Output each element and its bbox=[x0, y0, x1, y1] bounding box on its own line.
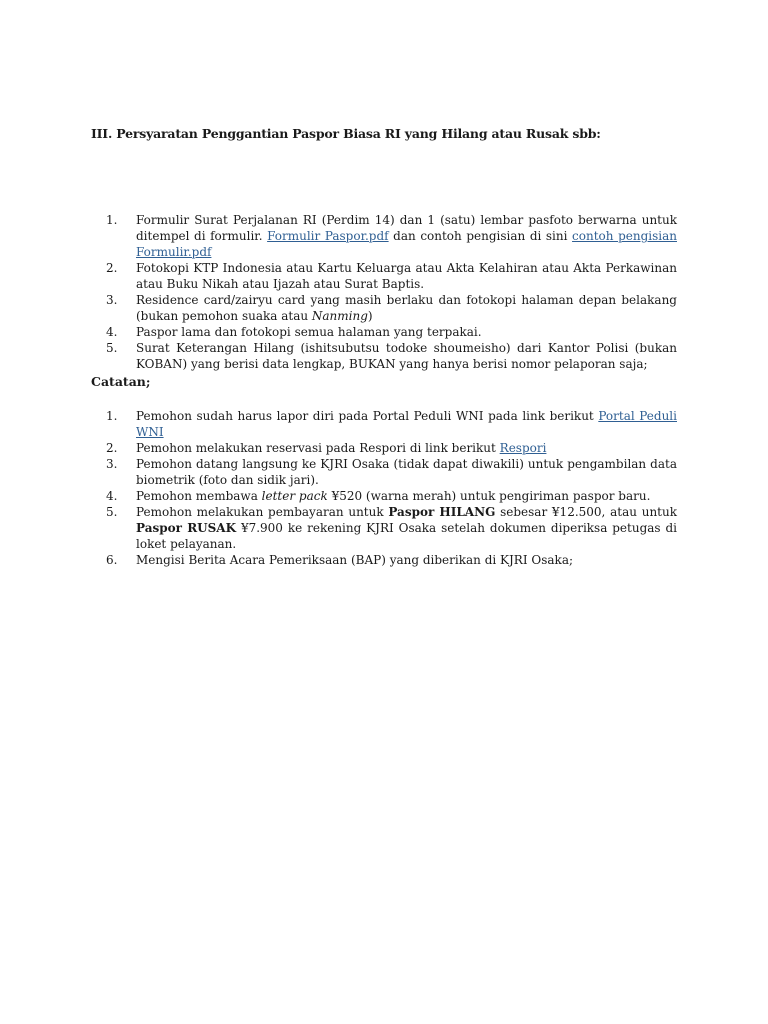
item-text: ¥7.900 ke rekening KJRI Osaka setelah dokumen diperiksa petugas di loket pelayanan. bbox=[136, 521, 677, 551]
item-bold-text: Paspor RUSAK bbox=[136, 521, 237, 535]
item-number: 1. bbox=[106, 213, 118, 227]
item-number: 3. bbox=[106, 293, 118, 307]
item-number: 6. bbox=[106, 553, 118, 567]
respori-link[interactable]: Respori bbox=[499, 441, 547, 455]
formulir-paspor-link[interactable]: Formulir Paspor.pdf bbox=[267, 229, 389, 243]
item-text: dan contoh pengisian di sini bbox=[388, 229, 573, 243]
item-text: Pemohon datang langsung ke KJRI Osaka (tidak dapat diwakili) untuk pengambilan data biometrik (foto dan sidik jari). bbox=[136, 457, 677, 487]
section-heading: III. Persyaratan Penggantian Paspor Biasa RI yang Hilang atau Rusak sbb: bbox=[91, 126, 601, 141]
item-number: 2. bbox=[106, 441, 118, 455]
item-number: 4. bbox=[106, 325, 118, 339]
item-number: 4. bbox=[106, 489, 118, 503]
item-text: ¥520 (warna merah) untuk pengiriman paspor baru. bbox=[327, 489, 651, 503]
list-item bbox=[106, 504, 677, 552]
item-number: 2. bbox=[106, 261, 118, 275]
notes-list bbox=[106, 408, 677, 568]
item-text: Pemohon melakukan pembayaran untuk bbox=[136, 505, 389, 519]
item-number: 1. bbox=[106, 409, 118, 423]
item-number: 5. bbox=[106, 505, 118, 519]
item-text: Mengisi Berita Acara Pemeriksaan (BAP) yang diberikan di KJRI Osaka; bbox=[136, 553, 574, 567]
item-text: Residence card/zairyu card yang masih berlaku dan fotokopi halaman depan belakang (bukan pemohon suaka atau bbox=[136, 293, 677, 323]
item-text: sebesar ¥12.500, atau untuk bbox=[495, 505, 677, 519]
item-text: Pemohon sudah harus lapor diri pada Portal Peduli WNI pada link berikut bbox=[136, 409, 599, 423]
requirements-list bbox=[106, 212, 677, 372]
item-text: Pemohon membawa bbox=[136, 489, 262, 503]
list-item bbox=[106, 212, 677, 260]
item-text: Paspor lama dan fotokopi semua halaman yang terpakai. bbox=[136, 325, 482, 339]
list-item bbox=[106, 552, 677, 568]
list-item bbox=[106, 488, 677, 504]
item-text: Formulir Surat Perjalanan RI (Perdim 14) dan 1 (satu) lembar pasfoto berwarna untuk ditempel di formulir. bbox=[136, 213, 677, 243]
list-item bbox=[106, 292, 677, 324]
list-item bbox=[106, 324, 677, 340]
item-number: 5. bbox=[106, 341, 118, 355]
item-text: Surat Keterangan Hilang (ishitsubutsu todoke shoumeisho) dari Kantor Polisi (bukan KOBAN) yang berisi data lengkap, BUKAN yang hanya berisi nomor pelaporan saja; bbox=[136, 341, 677, 371]
list-item bbox=[106, 340, 677, 372]
item-italic-text: Nanming bbox=[311, 309, 368, 323]
portal-peduli-wni-link[interactable]: Portal Peduli WNI bbox=[136, 409, 677, 439]
item-text: Fotokopi KTP Indonesia atau Kartu Keluarga atau Akta Kelahiran atau Akta Perkawinan atau Buku Nikah atau Ijazah atau Surat Baptis. bbox=[136, 261, 677, 291]
list-item bbox=[106, 260, 677, 292]
item-italic-text: letter pack bbox=[261, 489, 328, 503]
item-bold-text: Paspor HILANG bbox=[388, 505, 496, 519]
item-text: ) bbox=[367, 309, 373, 323]
item-text: Pemohon melakukan reservasi pada Respori di link berikut bbox=[136, 441, 500, 455]
list-item bbox=[106, 408, 677, 440]
contoh-pengisian-link[interactable]: contoh pengisian Formulir.pdf bbox=[136, 229, 677, 259]
list-item bbox=[106, 440, 677, 456]
item-number: 3. bbox=[106, 457, 118, 471]
list-item bbox=[106, 456, 677, 488]
notes-title: Catatan; bbox=[91, 374, 151, 389]
